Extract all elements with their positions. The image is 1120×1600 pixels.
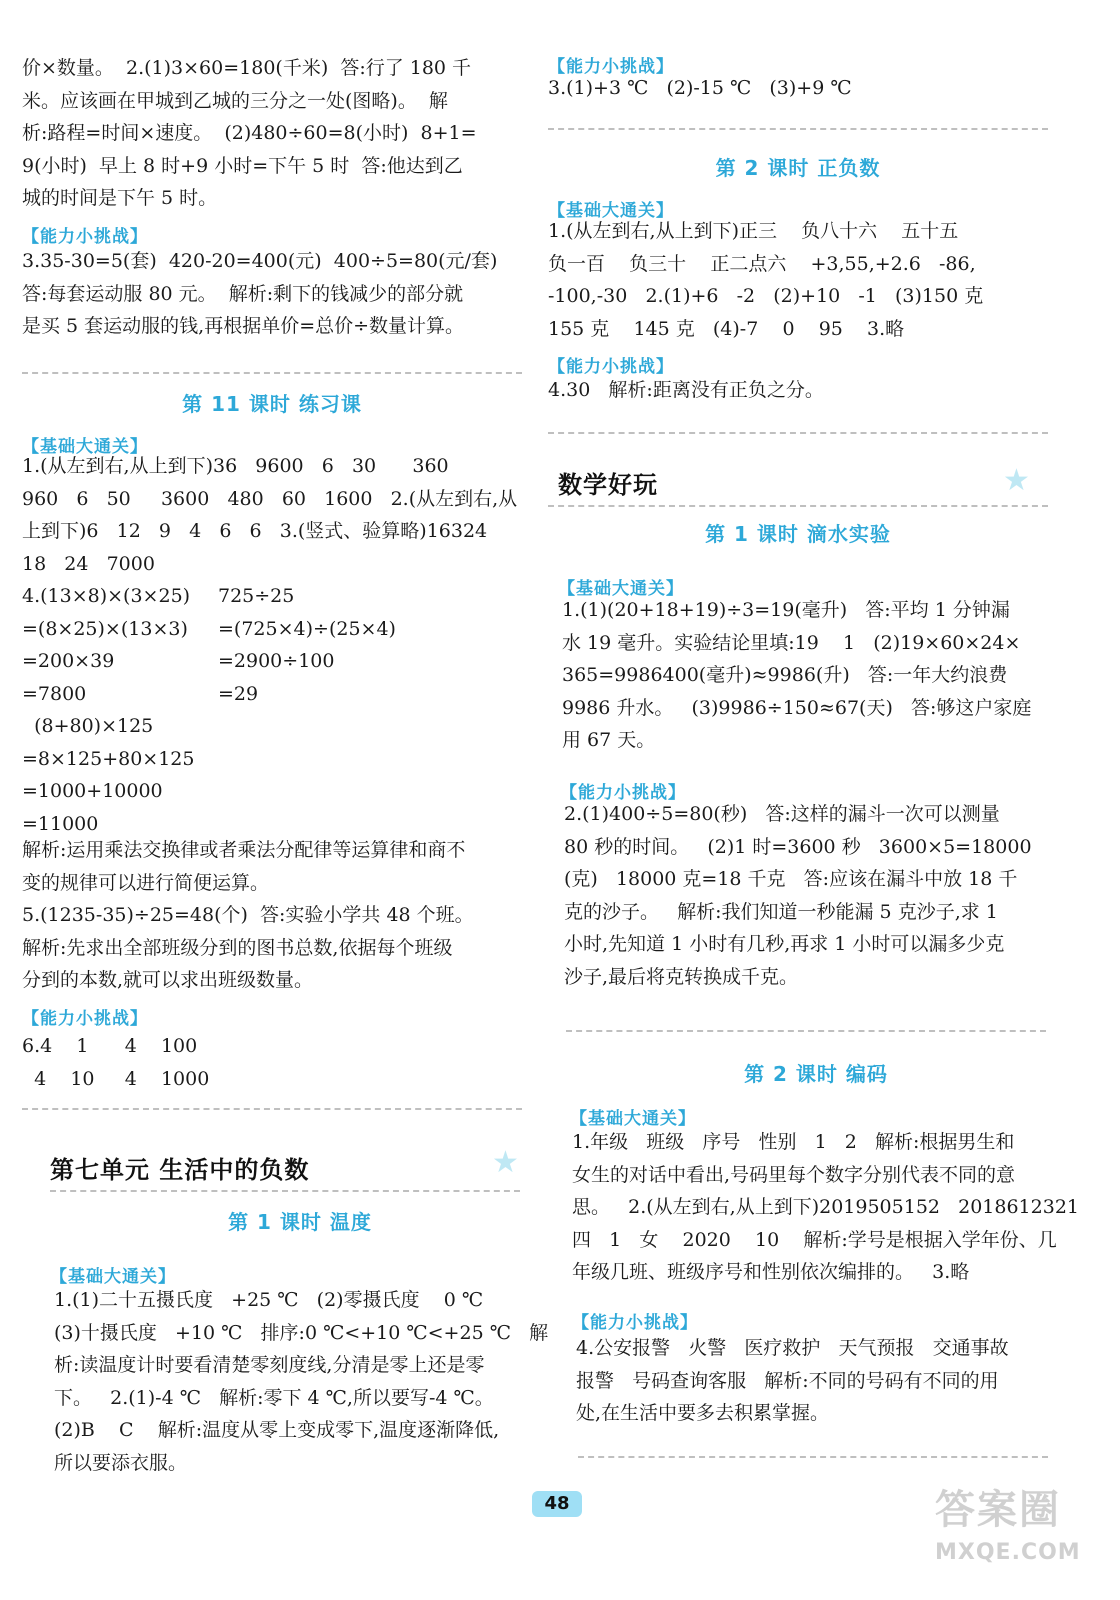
text-line: 365=9986400(毫升)≈9986(升) 答:一年大约浪费 [562,664,1008,686]
divider [548,128,1048,130]
text-line: 处,在生活中要多去积累掌握。 [576,1402,830,1424]
lesson-title: 第 11 课时 练习课 [182,392,362,416]
text-line: 下。 2.(1)-4 ℃ 解析:零下 4 ℃,所以要写-4 ℃。 [54,1386,494,1409]
unit-title: 第七单元 生活中的负数 [50,1156,310,1184]
text-line: 年级几班、班级序号和性别依次编排的。 3.略 [572,1261,970,1283]
divider [22,372,522,374]
divider [548,432,1048,434]
text-line: 所以要添衣服。 [54,1451,188,1474]
text-line: 80 秒的时间。 (2)1 时=3600 秒 3600×5=18000 [564,835,1032,858]
lesson-title: 第 2 课时 编码 [744,1062,888,1086]
section-tag-ability: 【能力小挑战】 [548,57,674,77]
text-line: 城的时间是下午 5 时。 [22,187,218,209]
text-line: 分到的本数,就可以求出班级数量。 [22,969,314,991]
divider [22,1108,522,1110]
answer-block [576,1332,1066,1430]
text-line: 四 1 女 2020 10 解析:学号是根据入学年份、几 [572,1228,1057,1251]
divider [566,1030,1046,1032]
text-line: 960 6 50 3600 480 60 1600 2.(从左到右,从 [22,487,518,510]
text-line: =2900÷100 [218,650,335,672]
star-icon: ★ [492,1145,519,1180]
divider [578,1456,1048,1458]
text-line: =29 [218,682,259,705]
text-line: 1.(1)二十五摄氏度 +25 ℃ (2)零摄氏度 0 ℃ [54,1289,484,1311]
section-tag-ability: 【能力小挑战】 [548,357,674,377]
answer-block [22,1030,522,1095]
lesson-title: 第 2 课时 正负数 [715,156,881,180]
text-line: =11000 [22,812,99,835]
text-line: 18 24 7000 [22,552,155,575]
text-line: 4.(13×8)×(3×25) [22,585,191,607]
text-line: 2.(1)400÷5=80(秒) 答:这样的漏斗一次可以测量 [564,803,1000,825]
answer-block [548,72,1048,105]
section-tag-ability: 【能力小挑战】 [22,1009,148,1029]
answer-block [22,450,522,580]
answer-block [22,52,522,215]
text-line: 负一百 负三十 正二点六 +3,55,+2.6 -86, [548,252,976,275]
text-line: 米。应该画在甲城到乙城的三分之一处(图略)。 解 [22,89,448,112]
text-line: 价×数量。 2.(1)3×60=180(千米) 答:行了 180 千 [22,57,472,79]
answer-block [22,245,522,343]
text-line: (3)十摄氏度 +10 ℃ 排序:0 ℃<+10 ℃<+25 ℃ 解 [54,1321,549,1344]
text-line: 3.35-30=5(套) 420-20=400(元) 400÷5=80(元/套) [22,250,498,272]
text-line: 3.(1)+3 ℃ (2)-15 ℃ (3)+9 ℃ [548,77,852,99]
calc-steps [218,580,468,710]
text-line: =200×39 [22,650,115,672]
text-line: 报警 号码查询客服 解析:不同的号码有不同的用 [576,1369,999,1392]
text-line: =(725×4)÷(25×4) [218,617,396,640]
text-line: =7800 [22,682,87,705]
text-line: 解析:运用乘法交换律或者乘法分配律等运算律和商不 [22,839,466,861]
section-tag-ability: 【能力小挑战】 [560,783,686,803]
watermark-url: MXQE.COM [935,1540,1081,1565]
text-line: 小时,先知道 1 小时有几秒,再求 1 小时可以漏多少克 [564,933,1005,955]
text-line: 析:读温度计时要看清楚零刻度线,分清是零上还是零 [54,1354,485,1376]
answer-block [54,1284,549,1479]
text-line: (克) 18000 克=18 千克 答:应该在漏斗中放 18 千 [564,868,1018,890]
text-line: (8+80)×125 [22,715,154,737]
text-line: 水 19 毫升。实验结论里填:19 1 (2)19×60×24× [562,631,1021,654]
text-line: 1.(从左到右,从上到下)36 9600 6 30 360 [22,455,449,477]
text-line: =1000+10000 [22,780,163,802]
section-tag-ability: 【能力小挑战】 [572,1313,698,1333]
text-line: 9(小时) 早上 8 时+9 小时=下午 5 时 答:他达到乙 [22,154,463,177]
text-line: 变的规律可以进行简便运算。 [22,871,270,894]
section-tag-basic: 【基础大通关】 [570,1109,696,1129]
calc-steps [22,580,222,710]
watermark-logo [935,1480,1105,1590]
answer-block [564,798,1054,993]
text-line: 725÷25 [218,585,295,607]
text-line: 155 克 145 克 (4)-7 0 95 3.略 [548,317,905,340]
text-line: 5.(1235-35)÷25=48(个) 答:实验小学共 48 个班。 [22,904,474,926]
lesson-title: 第 1 课时 温度 [228,1210,372,1234]
calc-steps [22,710,522,840]
text-line: 4 10 4 1000 [22,1067,210,1090]
divider [548,505,1048,507]
star-icon: ★ [1003,463,1030,498]
answer-block [548,215,1048,345]
text-line: 1.(1)(20+18+19)÷3=19(毫升) 答:平均 1 分钟漏 [562,599,1010,621]
section-tag-basic: 【基础大通关】 [50,1267,176,1287]
text-line: 思。 2.(从左到右,从上到下)2019505152 2018612321 [572,1196,1079,1218]
divider [50,1190,520,1192]
text-line: 答:每套运动服 80 元。 解析:剩下的钱减少的部分就 [22,282,464,305]
text-line: 1.(从左到右,从上到下)正三 负八十六 五十五 [548,220,959,242]
text-line: 4.公安报警 火警 医疗救护 天气预报 交通事故 [576,1337,1009,1359]
answer-block [548,374,1048,407]
text-line: (2)B C 解析:温度从零上变成零下,温度逐渐降低, [54,1419,500,1441]
text-line: 析:路程=时间×速度。 (2)480÷60=8(小时) 8+1= [22,122,477,144]
section-tag-basic: 【基础大通关】 [22,437,148,457]
text-line: =8×125+80×125 [22,747,195,770]
text-line: 6.4 1 4 100 [22,1035,198,1057]
text-line: 解析:先求出全部班级分到的图书总数,依据每个班级 [22,936,453,959]
text-line: 4.30 解析:距离没有正负之分。 [548,379,824,401]
text-line: 女生的对话中看出,号码里每个数字分别代表不同的意 [572,1163,1016,1186]
watermark-text: 答案圈 [935,1487,1061,1533]
text-line: -100,-30 2.(1)+6 -2 (2)+10 -1 (3)150 克 [548,285,984,307]
section-title: 数学好玩 [558,471,658,499]
answer-block [22,834,522,997]
answer-block [572,1126,1079,1289]
section-tag-basic: 【基础大通关】 [548,201,674,221]
text-line: 9986 升水。 (3)9986÷150≈67(天) 答:够这户家庭 [562,696,1032,719]
text-line: =(8×25)×(13×3) [22,617,188,640]
section-tag-ability: 【能力小挑战】 [22,227,148,247]
section-tag-basic: 【基础大通关】 [558,579,684,599]
page-number: 48 [532,1491,582,1517]
text-line: 是买 5 套运动服的钱,再根据单价=总价÷数量计算。 [22,315,465,337]
text-line: 用 67 天。 [562,729,656,751]
text-line: 沙子,最后将克转换成千克。 [564,965,799,988]
lesson-title: 第 1 课时 滴水实验 [705,522,891,546]
answer-block [562,594,1052,757]
text-line: 克的沙子。 解析:我们知道一秒能漏 5 克沙子,求 1 [564,900,998,923]
text-line: 1.年级 班级 序号 性别 1 2 解析:根据男生和 [572,1131,1015,1153]
text-line: 上到下)6 12 9 4 6 6 3.(竖式、验算略)16324 [22,520,488,542]
